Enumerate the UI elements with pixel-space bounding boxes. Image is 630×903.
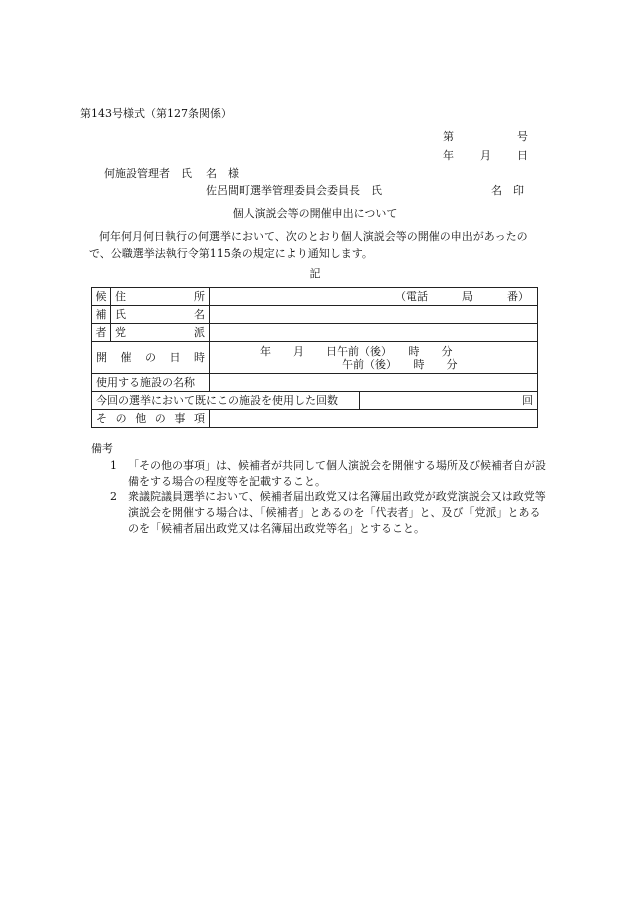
name-label: [111, 306, 210, 324]
address-label-2: 所: [194, 290, 205, 303]
datetime-label-char: 催: [120, 351, 132, 364]
subject-line: 個人演説会等の開催申出について: [232, 207, 398, 220]
phone-kyoku: 局: [462, 290, 473, 303]
phone-open: （電話: [395, 290, 428, 303]
count-label: 今回の選挙において既にこの施設を使用した回数: [92, 392, 360, 410]
addressee-honorific: 名 様: [206, 167, 239, 180]
address-label: [111, 288, 210, 306]
datetime-field[interactable]: [210, 342, 538, 374]
document-date: [443, 150, 528, 161]
address-label-1: 住: [115, 290, 126, 303]
other-label-char: そ: [96, 412, 107, 425]
addressee: [104, 168, 264, 179]
remark-note: [110, 489, 550, 537]
remark-number: 2: [110, 490, 117, 503]
remarks-title: 備考: [91, 442, 113, 455]
address-field[interactable]: [210, 288, 538, 306]
number-prefix: 第: [443, 130, 454, 143]
datetime-label-char: 日: [169, 351, 181, 364]
document-number: [443, 131, 528, 142]
phone-ban: 番）: [507, 290, 529, 303]
sender-title: 佐呂間町選挙管理委員会委員長 氏: [206, 184, 382, 197]
candidate-char: 補: [92, 306, 111, 324]
facility-label: 使用する施設の名称: [92, 374, 210, 392]
datetime-label: [92, 342, 210, 374]
addressee-title: 何施設管理者 氏: [104, 167, 192, 180]
date-year: 年: [443, 149, 454, 162]
datetime-label-char: 開: [96, 351, 107, 364]
table-row: [92, 342, 538, 374]
party-label: [111, 324, 210, 342]
remark-text: 「その他の事項」は、候補者が共同して個人演説会を開催する場所及び候補者自が設備をする場合の程度等を記載すること。: [128, 459, 546, 488]
datetime-label-char: 時: [194, 351, 205, 364]
party-field[interactable]: [210, 324, 538, 342]
remark-number: 1: [110, 459, 117, 472]
other-field[interactable]: [210, 410, 538, 428]
datetime-line-1: 年 月 日午前（後） 時 分: [260, 344, 453, 358]
number-suffix: 号: [517, 130, 528, 143]
other-label-char: 事: [174, 412, 186, 425]
table-row: [92, 392, 538, 410]
other-label-char: の: [115, 412, 127, 425]
remark-note: [110, 458, 550, 490]
table-row: [92, 288, 538, 306]
candidate-char: 候: [92, 288, 111, 306]
date-day: 日: [517, 149, 528, 162]
party-label-2: 派: [194, 326, 205, 339]
datetime-label-char: の: [145, 351, 156, 364]
table-row: [92, 410, 538, 428]
other-label-char: 項: [193, 412, 205, 425]
other-label-char: の: [154, 412, 166, 425]
notification-table: [91, 287, 538, 428]
count-unit: 回: [522, 394, 533, 407]
datetime-line-2: 午前（後） 時 分: [342, 357, 458, 371]
sender: [206, 185, 526, 196]
other-label: [92, 410, 210, 428]
name-label-1: 氏: [115, 308, 126, 321]
ki-heading: 記: [309, 267, 321, 280]
table-row: [92, 374, 538, 392]
party-label-1: 党: [115, 326, 126, 339]
date-month: 月: [480, 149, 491, 162]
remark-text: 衆議院議員選挙において、候補者届出政党又は名簿届出政党が政党演説会又は政党等演説会を開催する場合は、「候補者」とあるのを「代表者」と、及び「党派」とあるのを「候補者届出政党又は名簿届出政党等名」とすること。: [128, 490, 546, 535]
sender-seal: 名 印: [491, 184, 524, 197]
name-label-2: 名: [194, 308, 205, 321]
facility-field[interactable]: [210, 374, 538, 392]
count-field[interactable]: [360, 392, 538, 410]
table-row: [92, 306, 538, 324]
table-row: [92, 324, 538, 342]
body-text: 何年何月何日執行の何選挙において、次のとおり個人演説会等の開催の申出があったので、公職選挙法執行令第115条の規定により通知します。: [89, 230, 528, 260]
name-field[interactable]: [210, 306, 538, 324]
form-title: 第143号様式（第127条関係）: [80, 107, 232, 120]
candidate-char: 者: [92, 324, 111, 342]
other-label-char: 他: [135, 412, 147, 425]
